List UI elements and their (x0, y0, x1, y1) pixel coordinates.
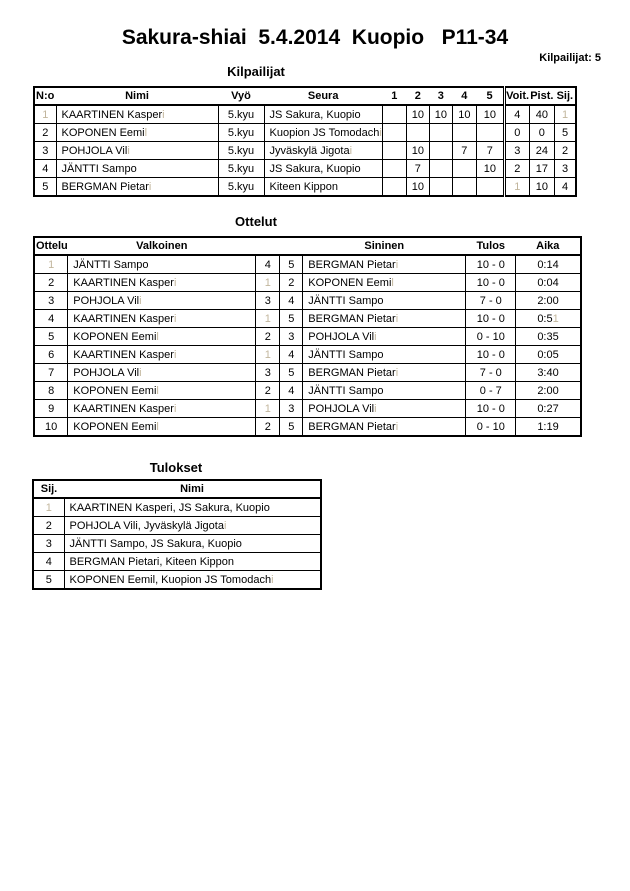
faint-glyph: i (395, 420, 399, 433)
cell-result-name: KOPONEN Eemil, Kuopion JS Tomodachi (64, 571, 321, 590)
entrants-count-label: Kilpailijat: 5 (539, 52, 601, 64)
result-row (33, 571, 321, 590)
header-row (34, 237, 581, 255)
cell-score-vs-4 (452, 124, 476, 142)
cell-white-name: KOPONEN Eemil (68, 418, 256, 437)
page-title: Sakura-shiai 5.4.2014 Kuopio P11-34 (121, 26, 509, 49)
faint-glyph: i (162, 108, 165, 121)
col-header-time: Aika (516, 237, 581, 255)
cell-time: 0:05 (516, 346, 581, 364)
cell-blue-name: KOPONEN Eemil (303, 274, 466, 292)
cell-competitor-no (34, 105, 56, 124)
cell-score-vs-2 (406, 124, 429, 142)
cell-competitor-no: 3 (34, 142, 56, 160)
faint-glyph: i (374, 330, 377, 343)
cell-blue-name: JÄNTTI Sampo (303, 292, 466, 310)
cell-score-vs-1 (382, 105, 406, 124)
cell-blue-no: 3 (280, 400, 303, 418)
match-row (34, 400, 581, 418)
col-header-name: Nimi (64, 480, 321, 498)
cell-points: 24 (529, 142, 554, 160)
cell-blue-no: 4 (280, 382, 303, 400)
cell-result: 10 - 0 (466, 310, 516, 328)
faint-glyph: i (173, 402, 177, 415)
cell-score-vs-2: 7 (406, 160, 429, 178)
cell-score-vs-4: 10 (452, 105, 476, 124)
cell-result: 0 - 10 (466, 328, 516, 346)
cell-score-vs-4 (452, 160, 476, 178)
match-row (34, 310, 581, 328)
match-row (34, 255, 581, 274)
cell-competitor-name: KOPONEN Eemil (56, 124, 218, 142)
faint-glyph: l (156, 384, 159, 397)
cell-match-no: 10 (34, 418, 68, 437)
cell-wins (504, 178, 529, 197)
cell-blue-no: 2 (280, 274, 303, 292)
cell-result: 10 - 0 (466, 274, 516, 292)
cell-white-no: 3 (256, 292, 280, 310)
cell-result: 10 - 0 (466, 255, 516, 274)
cell-blue-no: 3 (280, 328, 303, 346)
cell-rank (33, 498, 64, 517)
cell-blue-name: BERGMAN Pietari (303, 418, 466, 437)
matches-table (33, 236, 582, 437)
competitor-row (34, 160, 576, 178)
cell-competitor-no: 4 (34, 160, 56, 178)
cell-score-vs-5 (476, 124, 504, 142)
cell-rank: 4 (554, 178, 576, 197)
faint-glyph: i (173, 276, 177, 289)
faint-glyph: 1 (562, 108, 569, 121)
match-row (34, 364, 581, 382)
faint-glyph: i (139, 294, 142, 307)
cell-result-name: BERGMAN Pietari, Kiteen Kippon (64, 553, 321, 571)
cell-white-no: 2 (256, 418, 280, 437)
faint-glyph: 1 (48, 258, 55, 271)
cell-score-vs-2: 10 (406, 178, 429, 197)
cell-belt: 5.kyu (218, 142, 264, 160)
result-row (33, 498, 321, 517)
cell-blue-no: 5 (280, 255, 303, 274)
cell-blue-name: BERGMAN Pietari (303, 255, 466, 274)
matches-heading: Ottelut (235, 214, 277, 229)
faint-glyph: 1 (264, 276, 271, 289)
faint-glyph: i (349, 144, 353, 157)
cell-white-no (256, 310, 280, 328)
results-table (32, 479, 322, 590)
match-row (34, 292, 581, 310)
competitor-row (34, 124, 576, 142)
match-row (34, 346, 581, 364)
cell-points: 10 (529, 178, 554, 197)
header-row (33, 480, 321, 498)
cell-blue-name: POHJOLA Vili (303, 400, 466, 418)
faint-glyph: 1 (42, 108, 49, 121)
cell-white-name: KAARTINEN Kasperi (68, 346, 256, 364)
cell-white-no: 2 (256, 382, 280, 400)
cell-match-no: 9 (34, 400, 68, 418)
cell-blue-no: 4 (280, 292, 303, 310)
cell-score-vs-2: 10 (406, 142, 429, 160)
cell-score-vs-2: 10 (406, 105, 429, 124)
competitors-body (34, 105, 576, 196)
cell-result: 10 - 0 (466, 400, 516, 418)
cell-time: 3:40 (516, 364, 581, 382)
cell-wins: 2 (504, 160, 529, 178)
cell-white-no: 2 (256, 328, 280, 346)
cell-score-vs-1 (382, 160, 406, 178)
faint-glyph: i (223, 519, 227, 532)
col-header-opp3: 3 (429, 87, 452, 105)
cell-score-vs-5: 10 (476, 105, 504, 124)
cell-rank: 2 (33, 517, 64, 535)
cell-white-no (256, 346, 280, 364)
cell-white-name: POHJOLA Vili (68, 292, 256, 310)
cell-white-name: POHJOLA Vili (68, 364, 256, 382)
cell-score-vs-3 (429, 178, 452, 197)
cell-club: Jyväskylä Jigotai (264, 142, 382, 160)
faint-glyph: l (144, 126, 148, 139)
cell-blue-no: 5 (280, 364, 303, 382)
match-row (34, 274, 581, 292)
cell-club: JS Sakura, Kuopio (264, 105, 382, 124)
cell-score-vs-1 (382, 124, 406, 142)
cell-wins: 4 (504, 105, 529, 124)
cell-wins: 0 (504, 124, 529, 142)
cell-result-name: JÄNTTI Sampo, JS Sakura, Kuopio (64, 535, 321, 553)
faint-glyph: l (156, 330, 159, 343)
col-header-result: Tulos (466, 237, 516, 255)
cell-points: 0 (529, 124, 554, 142)
cell-rank: 3 (33, 535, 64, 553)
cell-time: 0:35 (516, 328, 581, 346)
cell-blue-no: 4 (280, 346, 303, 364)
cell-club: Kiteen Kippon (264, 178, 382, 197)
cell-white-name: KOPONEN Eemil (68, 328, 256, 346)
cell-belt: 5.kyu (218, 178, 264, 197)
cell-white-no: 3 (256, 364, 280, 382)
result-row (33, 553, 321, 571)
col-header-opp5: 5 (476, 87, 504, 105)
cell-score-vs-3 (429, 142, 452, 160)
cell-match-no: 6 (34, 346, 68, 364)
cell-match-no: 2 (34, 274, 68, 292)
cell-white-name: KAARTINEN Kasperi (68, 274, 256, 292)
cell-result-name: POHJOLA Vili, Jyväskylä Jigotai (64, 517, 321, 535)
cell-blue-name: JÄNTTI Sampo (303, 382, 466, 400)
cell-score-vs-5 (476, 178, 504, 197)
col-header-white-no (256, 237, 280, 255)
col-header-rank: Sij. (33, 480, 64, 498)
cell-score-vs-1 (382, 142, 406, 160)
cell-blue-name: BERGMAN Pietari (303, 364, 466, 382)
cell-competitor-name: JÄNTTI Sampo (56, 160, 218, 178)
cell-time: 2:00 (516, 292, 581, 310)
results-heading: Tulokset (149, 460, 203, 475)
cell-competitor-name: POHJOLA Vili (56, 142, 218, 160)
result-row (33, 517, 321, 535)
results-body (33, 498, 321, 589)
cell-points: 17 (529, 160, 554, 178)
faint-glyph: l (156, 420, 159, 433)
cell-match-no: 3 (34, 292, 68, 310)
cell-rank: 3 (554, 160, 576, 178)
competitor-row (34, 178, 576, 197)
cell-blue-name: BERGMAN Pietari (303, 310, 466, 328)
col-header-points: Pist. (529, 87, 554, 105)
cell-match-no: 4 (34, 310, 68, 328)
col-header-opp2: 2 (406, 87, 429, 105)
faint-glyph: i (173, 312, 177, 325)
faint-glyph: i (379, 126, 382, 139)
cell-blue-no: 5 (280, 418, 303, 437)
cell-match-no (34, 255, 68, 274)
cell-match-no: 5 (34, 328, 68, 346)
competitors-heading: Kilpailijat (227, 64, 285, 79)
cell-match-no: 7 (34, 364, 68, 382)
faint-glyph: 1 (264, 312, 271, 325)
cell-blue-no: 5 (280, 310, 303, 328)
col-header-rank: Sij. (554, 87, 576, 105)
cell-score-vs-3: 10 (429, 105, 452, 124)
faint-glyph: i (271, 573, 274, 586)
cell-result: 7 - 0 (466, 292, 516, 310)
cell-white-name: JÄNTTI Sampo (68, 255, 256, 274)
header-row (34, 87, 576, 105)
result-row (33, 535, 321, 553)
cell-blue-name: POHJOLA Vili (303, 328, 466, 346)
faint-glyph: i (139, 366, 142, 379)
cell-rank: 4 (33, 553, 64, 571)
match-row (34, 418, 581, 437)
faint-glyph: 1 (264, 402, 271, 415)
cell-score-vs-3 (429, 124, 452, 142)
col-header-no: N:o (34, 87, 56, 105)
faint-glyph: i (395, 312, 399, 325)
cell-score-vs-5: 7 (476, 142, 504, 160)
col-header-white: Valkoinen (68, 237, 256, 255)
competitor-row (34, 142, 576, 160)
cell-white-no (256, 274, 280, 292)
cell-competitor-no: 5 (34, 178, 56, 197)
cell-white-no (256, 400, 280, 418)
faint-glyph: 1 (514, 180, 521, 193)
cell-belt: 5.kyu (218, 160, 264, 178)
cell-belt: 5.kyu (218, 124, 264, 142)
cell-white-name: KAARTINEN Kasperi (68, 400, 256, 418)
cell-result-name: KAARTINEN Kasperi, JS Sakura, Kuopio (64, 498, 321, 517)
cell-result: 10 - 0 (466, 346, 516, 364)
match-row (34, 328, 581, 346)
col-header-name: Nimi (56, 87, 218, 105)
faint-glyph: l (391, 276, 394, 289)
faint-glyph: i (395, 366, 399, 379)
cell-time: 0:14 (516, 255, 581, 274)
faint-glyph: 1 (552, 312, 559, 325)
faint-glyph: 1 (264, 348, 271, 361)
cell-time: 2:00 (516, 382, 581, 400)
cell-competitor-name: KAARTINEN Kasperi (56, 105, 218, 124)
cell-competitor-name: BERGMAN Pietari (56, 178, 218, 197)
col-header-blue: Sininen (303, 237, 466, 255)
cell-rank: 5 (33, 571, 64, 590)
cell-blue-name: JÄNTTI Sampo (303, 346, 466, 364)
match-row (34, 382, 581, 400)
cell-time: 0:51 (516, 310, 581, 328)
cell-wins: 3 (504, 142, 529, 160)
faint-glyph: i (127, 144, 130, 157)
faint-glyph: i (148, 180, 152, 193)
cell-score-vs-3 (429, 160, 452, 178)
cell-result: 0 - 7 (466, 382, 516, 400)
faint-glyph: 1 (45, 501, 52, 514)
cell-club: JS Sakura, Kuopio (264, 160, 382, 178)
cell-result: 7 - 0 (466, 364, 516, 382)
cell-match-no: 8 (34, 382, 68, 400)
competitor-row (34, 105, 576, 124)
matches-header (34, 237, 581, 255)
faint-glyph: i (395, 258, 399, 271)
col-header-match-no: Ottelu (34, 237, 68, 255)
col-header-belt: Vyö (218, 87, 264, 105)
cell-white-name: KOPONEN Eemil (68, 382, 256, 400)
matches-body (34, 255, 581, 436)
cell-time: 0:04 (516, 274, 581, 292)
faint-glyph: i (173, 348, 177, 361)
cell-club: Kuopion JS Tomodachi (264, 124, 382, 142)
col-header-opp1: 1 (382, 87, 406, 105)
cell-rank: 2 (554, 142, 576, 160)
faint-glyph: i (374, 402, 377, 415)
col-header-club: Seura (264, 87, 382, 105)
cell-score-vs-5: 10 (476, 160, 504, 178)
cell-points: 40 (529, 105, 554, 124)
cell-competitor-no: 2 (34, 124, 56, 142)
cell-rank: 5 (554, 124, 576, 142)
competitors-table (33, 86, 577, 197)
cell-time: 0:27 (516, 400, 581, 418)
col-header-blue-no (280, 237, 303, 255)
cell-score-vs-1 (382, 178, 406, 197)
cell-score-vs-4 (452, 178, 476, 197)
cell-time: 1:19 (516, 418, 581, 437)
competitors-header (34, 87, 576, 105)
cell-result: 0 - 10 (466, 418, 516, 437)
cell-rank (554, 105, 576, 124)
cell-white-no: 4 (256, 255, 280, 274)
col-header-opp4: 4 (452, 87, 476, 105)
cell-belt: 5.kyu (218, 105, 264, 124)
cell-score-vs-4: 7 (452, 142, 476, 160)
results-header (33, 480, 321, 498)
cell-white-name: KAARTINEN Kasperi (68, 310, 256, 328)
col-header-wins: Voit. (504, 87, 529, 105)
